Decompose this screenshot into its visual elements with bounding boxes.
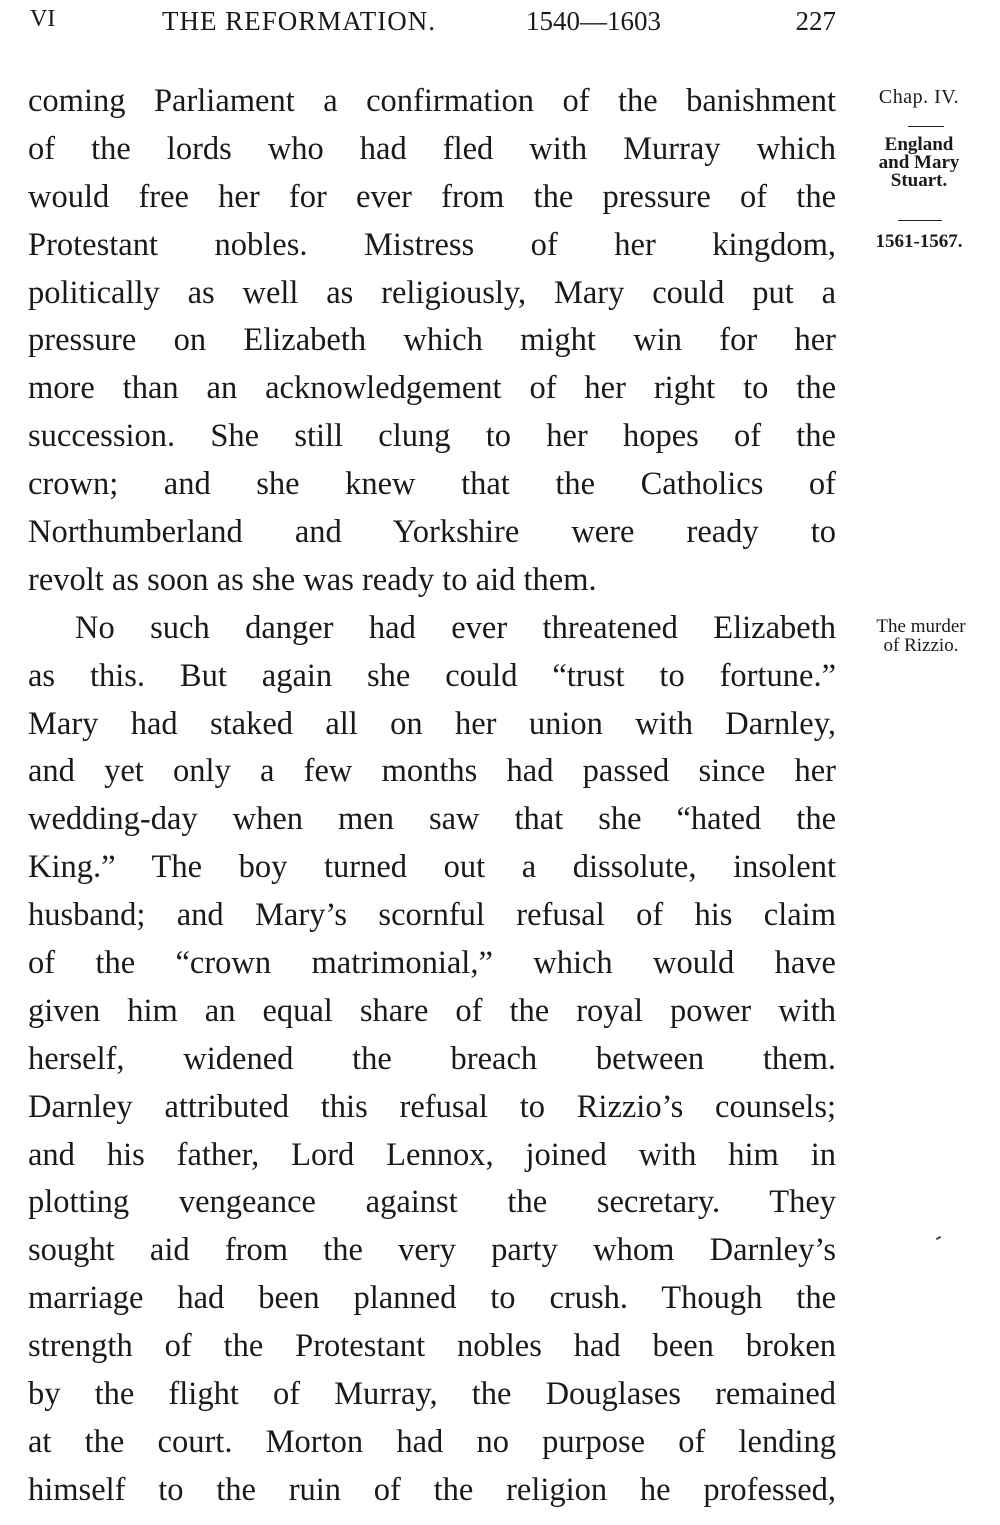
text-line: succession. She still clung to her hopes of the (28, 418, 836, 455)
text-line: and his father, Lord Lennox, joined with him in (28, 1136, 836, 1173)
text-line: crown; and she knew that the Catholics of (28, 466, 836, 503)
margin-topic-line: The murder (876, 616, 966, 637)
header-dates: 1540—1603 (526, 6, 661, 36)
page-number: 227 (795, 6, 836, 36)
text-line: plotting vengeance against the secretary. They (28, 1184, 836, 1221)
text-line: given him an equal share of the royal power with (28, 992, 836, 1029)
text-line: would free her for ever from the pressure of the (28, 178, 836, 215)
header-section-number: VI (30, 6, 56, 32)
text-line: Darnley attributed this refusal to Rizzio’s counsels; (28, 1088, 836, 1125)
margin-rule (898, 220, 942, 221)
text-line: No such danger had ever threatened Elizabeth (75, 609, 836, 646)
text-line: sought aid from the very party whom Darnley’s (28, 1232, 836, 1269)
text-line: as this. But again she could “trust to fortune.” (28, 657, 836, 694)
text-line: more than an acknowledgement of her right to the (28, 370, 836, 407)
text-line: marriage had been planned to crush. Though the (28, 1280, 836, 1317)
margin-topic-line: and Mary (878, 152, 960, 173)
text-line: Protestant nobles. Mistress of her kingdom, (28, 226, 836, 263)
text-line: husband; and Mary’s scornful refusal of his claim (28, 897, 836, 934)
margin-chapter: Chap. IV. (878, 86, 960, 108)
main-text (28, 78, 836, 1515)
text-line: Mary had staked all on her union with Darnley, (28, 705, 836, 742)
header-title: THE REFORMATION. (162, 6, 437, 36)
margin-rule (908, 126, 944, 127)
margin-topic-england-and-mary-stuart (844, 136, 994, 190)
text-line: and yet only a few months had passed since her (28, 753, 836, 790)
running-header (30, 4, 836, 40)
text-line: Northumberland and Yorkshire were ready to (28, 514, 836, 551)
margin-topic-line: of Rizzio. (883, 635, 959, 656)
text-line: herself, widened the breach between them. (28, 1040, 836, 1077)
text-line: wedding-day when men saw that she “hated the (28, 801, 836, 838)
text-line: strength of the Protestant nobles had been broken (28, 1328, 836, 1365)
margin-topic-murder-of-rizzio (846, 617, 996, 655)
margin-topic-line: Stuart. (890, 170, 948, 191)
text-line: of the lords who had fled with Murray which (28, 130, 836, 167)
text-line: pressure on Elizabeth which might win for her (28, 322, 836, 359)
paragraph-2 (28, 605, 836, 1515)
text-line: coming Parliament a confirmation of the banishment (28, 83, 836, 119)
margin-topic-line: England (884, 134, 954, 155)
margin-dates: 1561-1567. (875, 231, 963, 252)
text-line: King.” The boy turned out a dissolute, insolent (28, 849, 836, 886)
text-line: by the flight of Murray, the Douglases remained (28, 1376, 836, 1413)
text-line: at the court. Morton had no purpose of lending (28, 1423, 836, 1460)
paragraph-1 (28, 78, 836, 605)
text-line: revolt as soon as she was ready to aid them. (28, 561, 597, 598)
text-line: himself to the ruin of the religion he professed, (28, 1471, 836, 1508)
text-line: of the “crown matrimonial,” which would have (28, 945, 836, 982)
ink-speck (936, 1236, 941, 1240)
text-line: politically as well as religiously, Mary could put a (28, 274, 836, 311)
